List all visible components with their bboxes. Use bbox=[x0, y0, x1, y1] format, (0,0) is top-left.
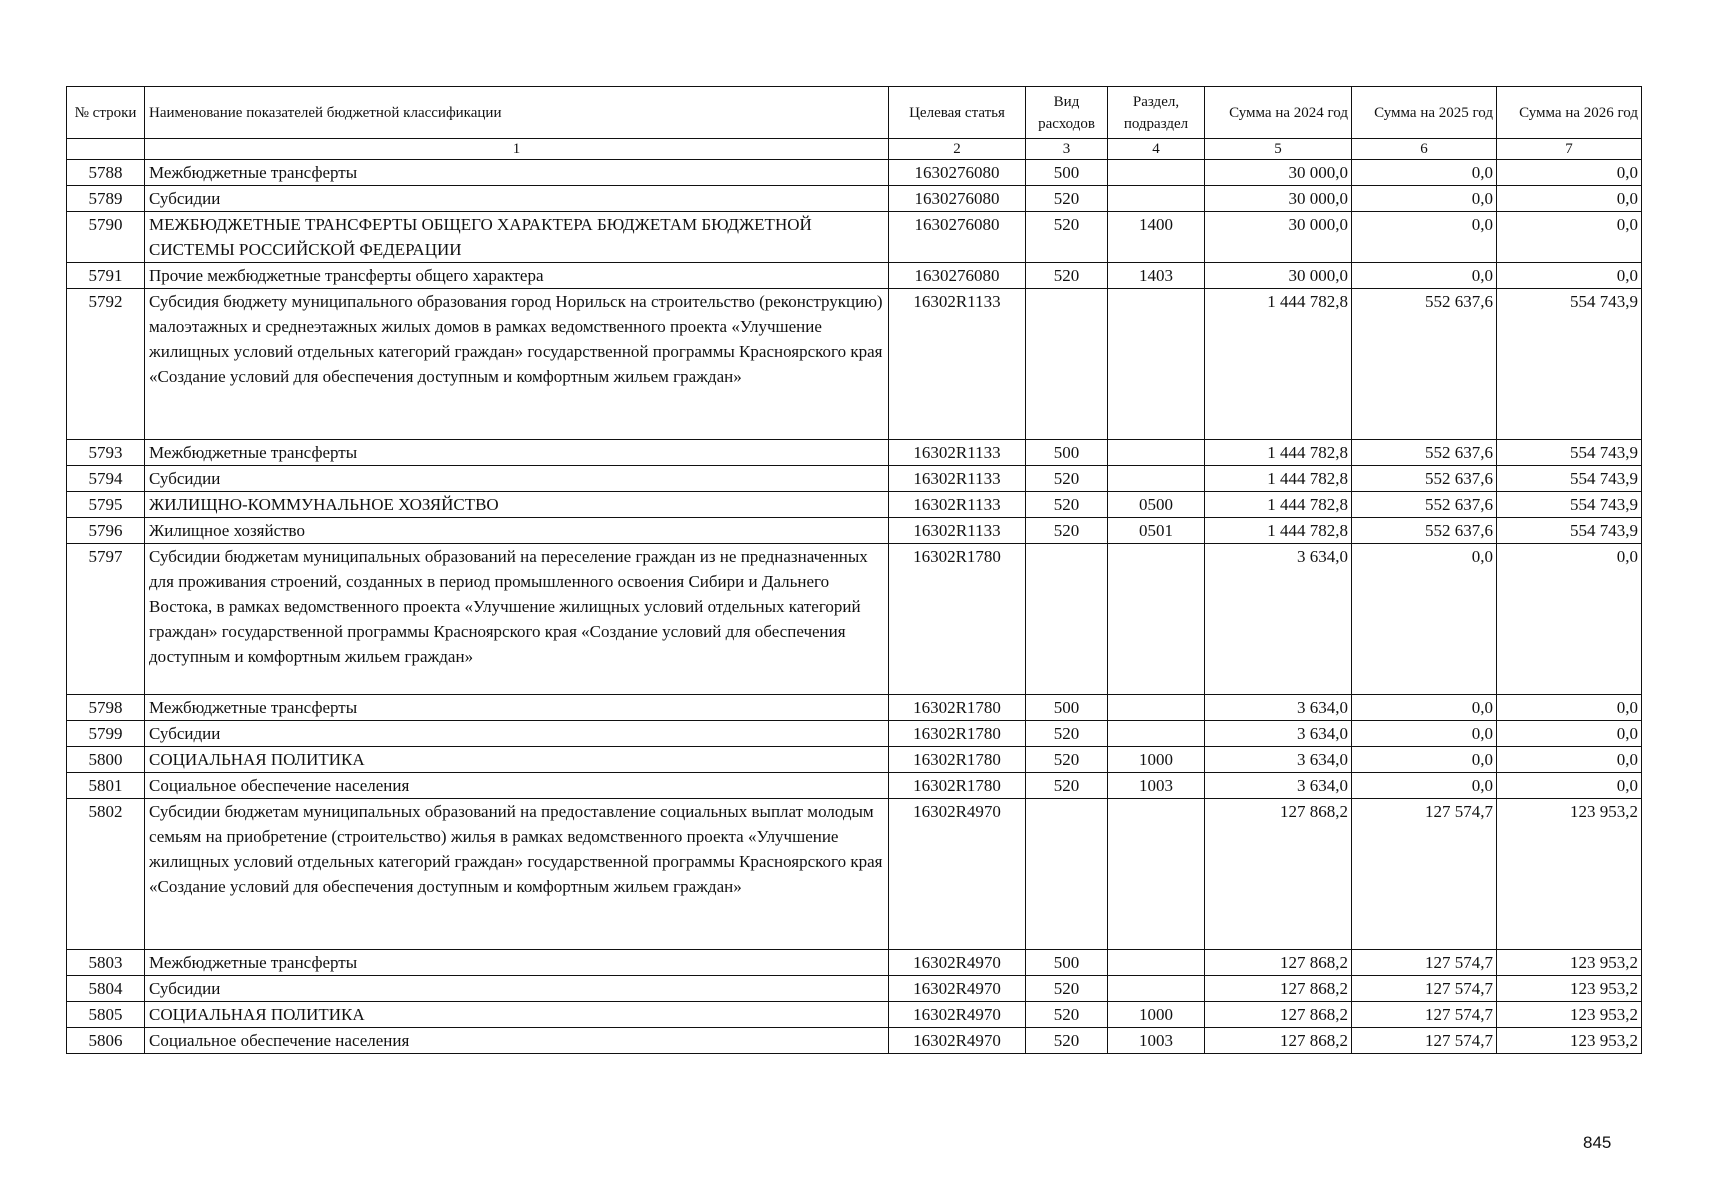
header-sum-2024: Сумма на 2024 год bbox=[1205, 87, 1352, 139]
table-row bbox=[67, 289, 1642, 440]
section-cell: 1400 bbox=[1108, 212, 1205, 263]
sum-2024-cell: 30 000,0 bbox=[1205, 160, 1352, 186]
target-article-cell: 16302R1780 bbox=[889, 721, 1026, 747]
sum-2026-cell: 0,0 bbox=[1497, 721, 1642, 747]
target-article-cell: 16302R4970 bbox=[889, 950, 1026, 976]
table-row bbox=[67, 1002, 1642, 1028]
sum-2025-cell: 552 637,6 bbox=[1352, 440, 1497, 466]
target-article-cell: 16302R1780 bbox=[889, 695, 1026, 721]
table-body bbox=[67, 160, 1642, 1054]
row-name-cell: СОЦИАЛЬНАЯ ПОЛИТИКА bbox=[145, 747, 889, 773]
row-name-cell: Субсидии bbox=[145, 466, 889, 492]
sum-2024-cell: 127 868,2 bbox=[1205, 976, 1352, 1002]
sum-2026-cell: 0,0 bbox=[1497, 186, 1642, 212]
row-name-cell: ЖИЛИЩНО-КОММУНАЛЬНОЕ ХОЗЯЙСТВО bbox=[145, 492, 889, 518]
table-row bbox=[67, 721, 1642, 747]
header-section: Раздел, подраздел bbox=[1108, 87, 1205, 139]
sum-2024-cell: 127 868,2 bbox=[1205, 1028, 1352, 1054]
expense-type-cell: 520 bbox=[1026, 466, 1108, 492]
sum-2026-cell: 0,0 bbox=[1497, 747, 1642, 773]
sum-2025-cell: 552 637,6 bbox=[1352, 466, 1497, 492]
row-number-cell: 5802 bbox=[67, 799, 145, 950]
target-article-cell: 16302R4970 bbox=[889, 1028, 1026, 1054]
row-number-cell: 5793 bbox=[67, 440, 145, 466]
row-number-cell: 5788 bbox=[67, 160, 145, 186]
expense-type-cell bbox=[1026, 289, 1108, 440]
section-cell: 1000 bbox=[1108, 747, 1205, 773]
row-number-cell: 5789 bbox=[67, 186, 145, 212]
section-cell: 1403 bbox=[1108, 263, 1205, 289]
table-row bbox=[67, 160, 1642, 186]
row-name-cell: Субсидии бюджетам муниципальных образований на предоставление социальных выплат молодым семьям на приобретение (строительство) жилья в рамках ведомственного проекта «Улучшение жилищных условий отдельных категорий граждан» государственной программы Красноярского края «Создание условий для обеспечения доступным и комфортным жильем граждан» bbox=[145, 799, 889, 950]
sum-2026-cell: 554 743,9 bbox=[1497, 289, 1642, 440]
table-row bbox=[67, 695, 1642, 721]
sum-2025-cell: 127 574,7 bbox=[1352, 950, 1497, 976]
row-name-cell: Социальное обеспечение населения bbox=[145, 773, 889, 799]
expense-type-cell bbox=[1026, 544, 1108, 695]
section-cell bbox=[1108, 186, 1205, 212]
section-cell bbox=[1108, 721, 1205, 747]
sum-2024-cell: 3 634,0 bbox=[1205, 544, 1352, 695]
section-cell: 0500 bbox=[1108, 492, 1205, 518]
sum-2024-cell: 127 868,2 bbox=[1205, 799, 1352, 950]
section-cell bbox=[1108, 950, 1205, 976]
sum-2025-cell: 0,0 bbox=[1352, 747, 1497, 773]
row-name-cell: Социальное обеспечение населения bbox=[145, 1028, 889, 1054]
sum-2024-cell: 1 444 782,8 bbox=[1205, 440, 1352, 466]
sum-2024-cell: 30 000,0 bbox=[1205, 263, 1352, 289]
row-number-cell: 5791 bbox=[67, 263, 145, 289]
row-name-cell: Субсидии bbox=[145, 976, 889, 1002]
section-cell bbox=[1108, 160, 1205, 186]
section-cell bbox=[1108, 976, 1205, 1002]
sum-2026-cell: 554 743,9 bbox=[1497, 518, 1642, 544]
sum-2024-cell: 127 868,2 bbox=[1205, 950, 1352, 976]
row-name-cell: Межбюджетные трансферты bbox=[145, 160, 889, 186]
sum-2024-cell: 1 444 782,8 bbox=[1205, 466, 1352, 492]
row-name-cell: Субсидии bbox=[145, 721, 889, 747]
target-article-cell: 16302R1780 bbox=[889, 773, 1026, 799]
section-cell bbox=[1108, 695, 1205, 721]
expense-type-cell: 520 bbox=[1026, 212, 1108, 263]
page-number: 845 bbox=[1583, 1133, 1612, 1152]
section-cell bbox=[1108, 799, 1205, 950]
expense-type-cell: 520 bbox=[1026, 773, 1108, 799]
expense-type-cell: 500 bbox=[1026, 695, 1108, 721]
sum-2024-cell: 3 634,0 bbox=[1205, 695, 1352, 721]
table-row bbox=[67, 518, 1642, 544]
section-cell bbox=[1108, 544, 1205, 695]
sum-2024-cell: 30 000,0 bbox=[1205, 212, 1352, 263]
section-cell: 1003 bbox=[1108, 1028, 1205, 1054]
sum-2026-cell: 0,0 bbox=[1497, 263, 1642, 289]
target-article-cell: 1630276080 bbox=[889, 186, 1026, 212]
sum-2025-cell: 0,0 bbox=[1352, 186, 1497, 212]
column-number: 5 bbox=[1205, 139, 1352, 160]
row-name-cell: Субсидия бюджету муниципального образования город Норильск на строительство (реконструкцию) малоэтажных и среднеэтажных жилых домов в рамках ведомственного проекта «Улучшение жилищных условий отдельных категорий граждан» государственной программы Красноярского края «Создание условий для обеспечения доступным и комфортным жильем граждан» bbox=[145, 289, 889, 440]
sum-2026-cell: 123 953,2 bbox=[1497, 976, 1642, 1002]
row-number-cell: 5794 bbox=[67, 466, 145, 492]
table-row bbox=[67, 799, 1642, 950]
sum-2024-cell: 3 634,0 bbox=[1205, 747, 1352, 773]
budget-table bbox=[66, 86, 1642, 1054]
expense-type-cell: 500 bbox=[1026, 160, 1108, 186]
row-number-cell: 5790 bbox=[67, 212, 145, 263]
sum-2025-cell: 0,0 bbox=[1352, 721, 1497, 747]
expense-type-cell: 520 bbox=[1026, 492, 1108, 518]
header-expense-type: Вид расходов bbox=[1026, 87, 1108, 139]
row-name-cell: МЕЖБЮДЖЕТНЫЕ ТРАНСФЕРТЫ ОБЩЕГО ХАРАКТЕРА БЮДЖЕТАМ БЮДЖЕТНОЙ СИСТЕМЫ РОССИЙСКОЙ ФЕДЕРАЦИИ bbox=[145, 212, 889, 263]
row-number-cell: 5806 bbox=[67, 1028, 145, 1054]
row-number-cell: 5797 bbox=[67, 544, 145, 695]
row-number-cell: 5801 bbox=[67, 773, 145, 799]
sum-2025-cell: 0,0 bbox=[1352, 773, 1497, 799]
expense-type-cell: 520 bbox=[1026, 1002, 1108, 1028]
row-number-cell: 5800 bbox=[67, 747, 145, 773]
target-article-cell: 16302R1133 bbox=[889, 440, 1026, 466]
table-row bbox=[67, 544, 1642, 695]
sum-2025-cell: 127 574,7 bbox=[1352, 1002, 1497, 1028]
table-row bbox=[67, 747, 1642, 773]
row-name-cell: Жилищное хозяйство bbox=[145, 518, 889, 544]
section-cell: 0501 bbox=[1108, 518, 1205, 544]
expense-type-cell: 520 bbox=[1026, 263, 1108, 289]
sum-2026-cell: 554 743,9 bbox=[1497, 492, 1642, 518]
row-name-cell: Субсидии bbox=[145, 186, 889, 212]
sum-2026-cell: 123 953,2 bbox=[1497, 950, 1642, 976]
sum-2024-cell: 1 444 782,8 bbox=[1205, 289, 1352, 440]
target-article-cell: 16302R1133 bbox=[889, 492, 1026, 518]
target-article-cell: 16302R4970 bbox=[889, 799, 1026, 950]
column-number: 4 bbox=[1108, 139, 1205, 160]
sum-2025-cell: 127 574,7 bbox=[1352, 1028, 1497, 1054]
section-cell bbox=[1108, 289, 1205, 440]
expense-type-cell: 520 bbox=[1026, 747, 1108, 773]
header-name: Наименование показателей бюджетной классификации bbox=[145, 87, 889, 139]
sum-2024-cell: 3 634,0 bbox=[1205, 773, 1352, 799]
sum-2025-cell: 0,0 bbox=[1352, 160, 1497, 186]
sum-2025-cell: 0,0 bbox=[1352, 263, 1497, 289]
row-name-cell: Межбюджетные трансферты bbox=[145, 950, 889, 976]
row-number-cell: 5795 bbox=[67, 492, 145, 518]
table-row bbox=[67, 186, 1642, 212]
sum-2024-cell: 3 634,0 bbox=[1205, 721, 1352, 747]
row-name-cell: Субсидии бюджетам муниципальных образований на переселение граждан из не предназначенных для проживания строений, созданных в период промышленного освоения Сибири и Дальнего Востока, в рамках ведомственного проекта «Улучшение жилищных условий отдельных категорий граждан» государственной программы Красноярского края «Создание условий для обеспечения доступным и комфортным жильем граждан» bbox=[145, 544, 889, 695]
row-number-cell: 5796 bbox=[67, 518, 145, 544]
expense-type-cell: 500 bbox=[1026, 950, 1108, 976]
sum-2025-cell: 127 574,7 bbox=[1352, 976, 1497, 1002]
target-article-cell: 16302R1133 bbox=[889, 289, 1026, 440]
expense-type-cell: 520 bbox=[1026, 976, 1108, 1002]
section-cell: 1003 bbox=[1108, 773, 1205, 799]
sum-2025-cell: 0,0 bbox=[1352, 695, 1497, 721]
sum-2026-cell: 0,0 bbox=[1497, 773, 1642, 799]
row-name-cell: Межбюджетные трансферты bbox=[145, 440, 889, 466]
sum-2025-cell: 127 574,7 bbox=[1352, 799, 1497, 950]
row-name-cell: Прочие межбюджетные трансферты общего характера bbox=[145, 263, 889, 289]
sum-2025-cell: 0,0 bbox=[1352, 212, 1497, 263]
target-article-cell: 16302R1133 bbox=[889, 518, 1026, 544]
column-number-row bbox=[67, 139, 1642, 160]
sum-2024-cell: 1 444 782,8 bbox=[1205, 492, 1352, 518]
table-row bbox=[67, 212, 1642, 263]
sum-2026-cell: 123 953,2 bbox=[1497, 1002, 1642, 1028]
row-name-cell: СОЦИАЛЬНАЯ ПОЛИТИКА bbox=[145, 1002, 889, 1028]
table-row bbox=[67, 950, 1642, 976]
sum-2025-cell: 0,0 bbox=[1352, 544, 1497, 695]
target-article-cell: 16302R1780 bbox=[889, 747, 1026, 773]
sum-2026-cell: 0,0 bbox=[1497, 695, 1642, 721]
sum-2026-cell: 554 743,9 bbox=[1497, 466, 1642, 492]
row-number-cell: 5799 bbox=[67, 721, 145, 747]
column-number: 1 bbox=[145, 139, 889, 160]
table-row bbox=[67, 773, 1642, 799]
sum-2025-cell: 552 637,6 bbox=[1352, 518, 1497, 544]
expense-type-cell: 500 bbox=[1026, 440, 1108, 466]
target-article-cell: 1630276080 bbox=[889, 212, 1026, 263]
sum-2026-cell: 0,0 bbox=[1497, 212, 1642, 263]
section-cell bbox=[1108, 440, 1205, 466]
row-number-cell: 5805 bbox=[67, 1002, 145, 1028]
table-row bbox=[67, 466, 1642, 492]
column-number: 7 bbox=[1497, 139, 1642, 160]
header-target-article: Целевая статья bbox=[889, 87, 1026, 139]
row-name-cell: Межбюджетные трансферты bbox=[145, 695, 889, 721]
table-row bbox=[67, 976, 1642, 1002]
section-cell: 1000 bbox=[1108, 1002, 1205, 1028]
sum-2024-cell: 127 868,2 bbox=[1205, 1002, 1352, 1028]
target-article-cell: 1630276080 bbox=[889, 160, 1026, 186]
sum-2026-cell: 123 953,2 bbox=[1497, 799, 1642, 950]
target-article-cell: 16302R4970 bbox=[889, 1002, 1026, 1028]
sum-2024-cell: 1 444 782,8 bbox=[1205, 518, 1352, 544]
target-article-cell: 1630276080 bbox=[889, 263, 1026, 289]
header-row bbox=[67, 87, 1642, 139]
expense-type-cell: 520 bbox=[1026, 186, 1108, 212]
section-cell bbox=[1108, 466, 1205, 492]
expense-type-cell bbox=[1026, 799, 1108, 950]
expense-type-cell: 520 bbox=[1026, 1028, 1108, 1054]
sum-2026-cell: 0,0 bbox=[1497, 160, 1642, 186]
column-number-blank bbox=[67, 139, 145, 160]
sum-2026-cell: 554 743,9 bbox=[1497, 440, 1642, 466]
header-sum-2026: Сумма на 2026 год bbox=[1497, 87, 1642, 139]
budget-table-container bbox=[66, 86, 1638, 1054]
column-number: 3 bbox=[1026, 139, 1108, 160]
sum-2024-cell: 30 000,0 bbox=[1205, 186, 1352, 212]
table-row bbox=[67, 492, 1642, 518]
target-article-cell: 16302R4970 bbox=[889, 976, 1026, 1002]
sum-2025-cell: 552 637,6 bbox=[1352, 289, 1497, 440]
row-number-cell: 5804 bbox=[67, 976, 145, 1002]
table-row bbox=[67, 263, 1642, 289]
target-article-cell: 16302R1133 bbox=[889, 466, 1026, 492]
row-number-cell: 5803 bbox=[67, 950, 145, 976]
table-row bbox=[67, 440, 1642, 466]
header-row-number: № строки bbox=[67, 87, 145, 139]
column-number: 6 bbox=[1352, 139, 1497, 160]
header-sum-2025: Сумма на 2025 год bbox=[1352, 87, 1497, 139]
row-number-cell: 5798 bbox=[67, 695, 145, 721]
target-article-cell: 16302R1780 bbox=[889, 544, 1026, 695]
sum-2026-cell: 0,0 bbox=[1497, 544, 1642, 695]
table-row bbox=[67, 1028, 1642, 1054]
row-number-cell: 5792 bbox=[67, 289, 145, 440]
expense-type-cell: 520 bbox=[1026, 518, 1108, 544]
column-number: 2 bbox=[889, 139, 1026, 160]
sum-2026-cell: 123 953,2 bbox=[1497, 1028, 1642, 1054]
sum-2025-cell: 552 637,6 bbox=[1352, 492, 1497, 518]
expense-type-cell: 520 bbox=[1026, 721, 1108, 747]
